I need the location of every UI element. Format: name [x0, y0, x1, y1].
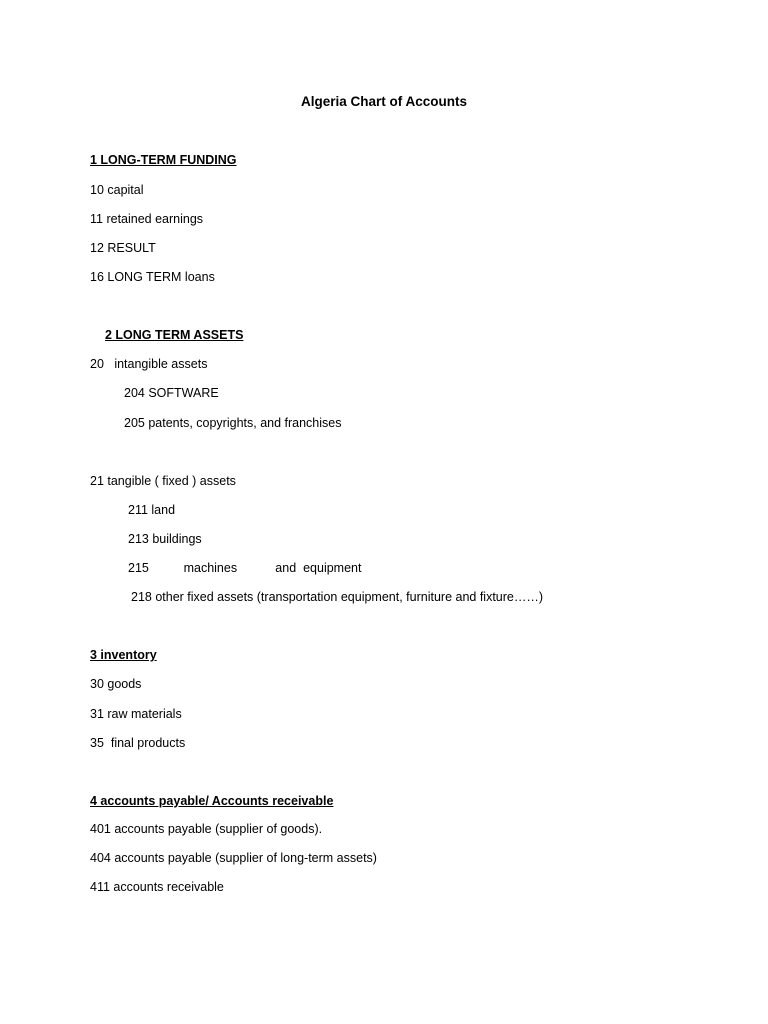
- section-heading-long-term-funding: 1 LONG-TERM FUNDING: [90, 153, 237, 167]
- sub-account-line: 205 patents, copyrights, and franchises: [124, 416, 342, 430]
- account-line: 30 goods: [90, 677, 142, 691]
- sub-account-line: 215 machines and equipment: [128, 561, 362, 575]
- account-line: 35 final products: [90, 736, 186, 750]
- account-line: 16 LONG TERM loans: [90, 270, 215, 284]
- document-title: Algeria Chart of Accounts: [300, 94, 468, 109]
- account-line: 10 capital: [90, 183, 144, 197]
- sub-account-line: 218 other fixed assets (transportation equipment, furniture and fixture……): [131, 590, 544, 604]
- section-heading-inventory: 3 inventory: [90, 648, 157, 662]
- account-line: 404 accounts payable (supplier of long-term assets): [90, 851, 377, 865]
- account-line: 12 RESULT: [90, 241, 156, 255]
- section-heading-long-term-assets: 2 LONG TERM ASSETS: [105, 328, 244, 342]
- account-line: 11 retained earnings: [90, 212, 204, 226]
- account-line: 31 raw materials: [90, 707, 182, 721]
- section-heading-accounts-payable-receivable: 4 accounts payable/ Accounts receivable: [90, 794, 334, 808]
- account-group-line: 20 intangible assets: [90, 357, 208, 371]
- account-line: 401 accounts payable (supplier of goods).: [90, 822, 323, 836]
- account-group-line: 21 tangible ( fixed ) assets: [90, 474, 236, 488]
- account-line: 411 accounts receivable: [90, 880, 224, 894]
- sub-account-line: 211 land: [128, 503, 176, 517]
- sub-account-line: 204 SOFTWARE: [124, 386, 219, 400]
- sub-account-line: 213 buildings: [128, 532, 202, 546]
